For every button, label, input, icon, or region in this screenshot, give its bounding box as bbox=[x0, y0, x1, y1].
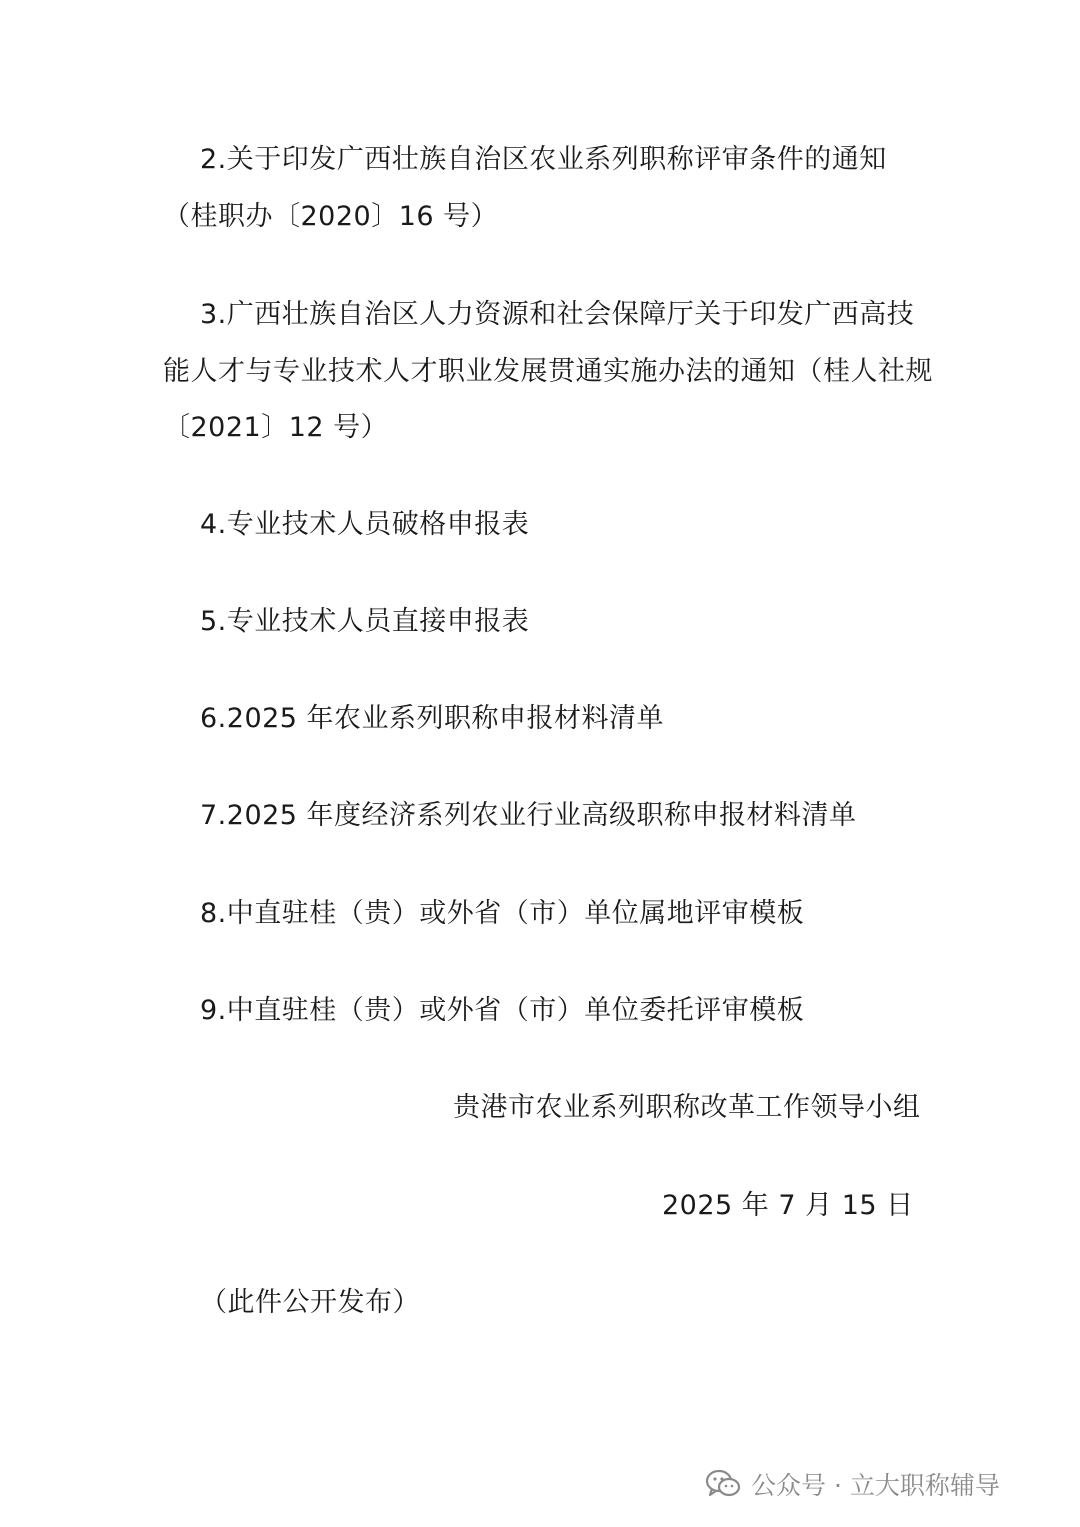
attachment-item-5: 5.专业技术人员直接申报表 bbox=[200, 606, 530, 637]
attachment-item-3-line-1: 3.广西壮族自治区人力资源和社会保障厅关于印发广西高技 bbox=[200, 299, 915, 330]
attachment-item-7: 7.2025 年度经济系列农业行业高级职称申报材料清单 bbox=[200, 800, 857, 831]
watermark bbox=[705, 1464, 1000, 1504]
wechat-icon bbox=[705, 1468, 741, 1500]
attachment-item-3-line-3: 〔2021〕12 号） bbox=[163, 412, 389, 443]
attachment-item-2-line-1: 2.关于印发广西壮族自治区农业系列职称评审条件的通知 bbox=[200, 144, 887, 175]
attachment-item-4: 4.专业技术人员破格申报表 bbox=[200, 509, 530, 540]
publication-note: （此件公开发布） bbox=[200, 1287, 420, 1318]
attachment-item-8: 8.中直驻桂（贵）或外省（市）单位属地评审模板 bbox=[200, 898, 805, 929]
attachment-item-9: 9.中直驻桂（贵）或外省（市）单位委托评审模板 bbox=[200, 995, 805, 1026]
signature-organization: 贵港市农业系列职称改革工作领导小组 bbox=[453, 1092, 921, 1123]
attachment-item-3-line-2: 能人才与专业技术人才职业发展贯通实施办法的通知（桂人社规 bbox=[163, 356, 933, 387]
attachment-item-2-line-2: （桂职办〔2020〕16 号） bbox=[163, 201, 499, 232]
signature-date: 2025 年 7 月 15 日 bbox=[662, 1190, 914, 1221]
attachment-item-6: 6.2025 年农业系列职称申报材料清单 bbox=[200, 703, 665, 734]
watermark-text: 公众号 · 立大职称辅导 bbox=[751, 1471, 1000, 1500]
